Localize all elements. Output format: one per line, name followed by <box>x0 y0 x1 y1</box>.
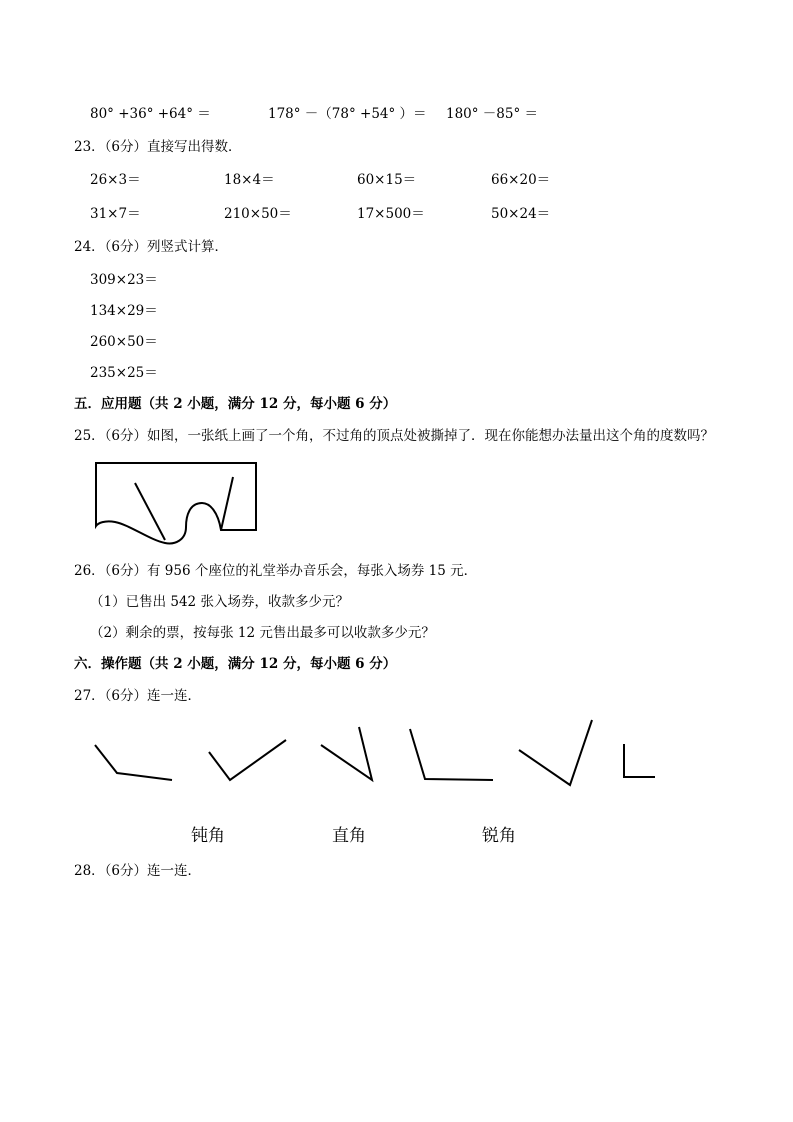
angle-shape-3 <box>321 727 372 780</box>
angle-calc-1: 80° +36° +64° ＝ <box>90 106 211 122</box>
label-right-angle: 直角 <box>332 826 366 846</box>
q23-item: 31×7＝ <box>90 206 141 222</box>
q23-item: 18×4＝ <box>224 172 275 188</box>
q26-sub2: （2）剩余的票，按每张 12 元售出最多可以收款多少元？ <box>90 625 435 641</box>
q28-title: 28．（6分）连一连． <box>74 863 202 879</box>
q23-item: 60×15＝ <box>357 172 417 188</box>
q27-title: 27．（6分）连一连． <box>74 688 202 704</box>
angle-shape-6 <box>624 744 655 777</box>
angle-shape-1 <box>95 745 172 780</box>
q23-item: 50×24＝ <box>491 206 551 222</box>
angle-shape-2 <box>209 740 286 780</box>
q25-title: 25．（6分）如图，一张纸上画了一个角，不过角的顶点处被撕掉了．现在你能想办法量出这个角的度数吗？ <box>74 428 715 444</box>
q23-item: 26×3＝ <box>90 172 141 188</box>
section-5-heading: 五．应用题（共 2 小题，满分 12 分，每小题 6 分） <box>74 396 397 412</box>
q24-item: 235×25＝ <box>90 365 158 381</box>
label-acute-angle: 锐角 <box>482 826 516 846</box>
angle-shape-5 <box>519 720 592 785</box>
q23-item: 66×20＝ <box>491 172 551 188</box>
q23-item: 210×50＝ <box>224 206 292 222</box>
q23-title: 23．（6分）直接写出得数． <box>74 139 242 155</box>
q24-item: 309×23＝ <box>90 272 158 288</box>
q26-title: 26．（6分）有 956 个座位的礼堂举办音乐会，每张入场券 15 元． <box>74 563 478 579</box>
q26-sub1: （1）已售出 542 张入场券，收款多少元？ <box>90 594 349 610</box>
angle-calc-2: 178° －（78° +54° ）＝ <box>268 106 427 122</box>
q24-item: 134×29＝ <box>90 303 158 319</box>
section-6-heading: 六．操作题（共 2 小题，满分 12 分，每小题 6 分） <box>74 656 397 672</box>
angle-calc-3: 180° －85° ＝ <box>446 106 539 122</box>
label-obtuse-angle: 钝角 <box>191 826 225 846</box>
angle-shape-4 <box>410 729 493 780</box>
q23-item: 17×500＝ <box>357 206 425 222</box>
q24-item: 260×50＝ <box>90 334 158 350</box>
q24-title: 24．（6分）列竖式计算． <box>74 239 229 255</box>
